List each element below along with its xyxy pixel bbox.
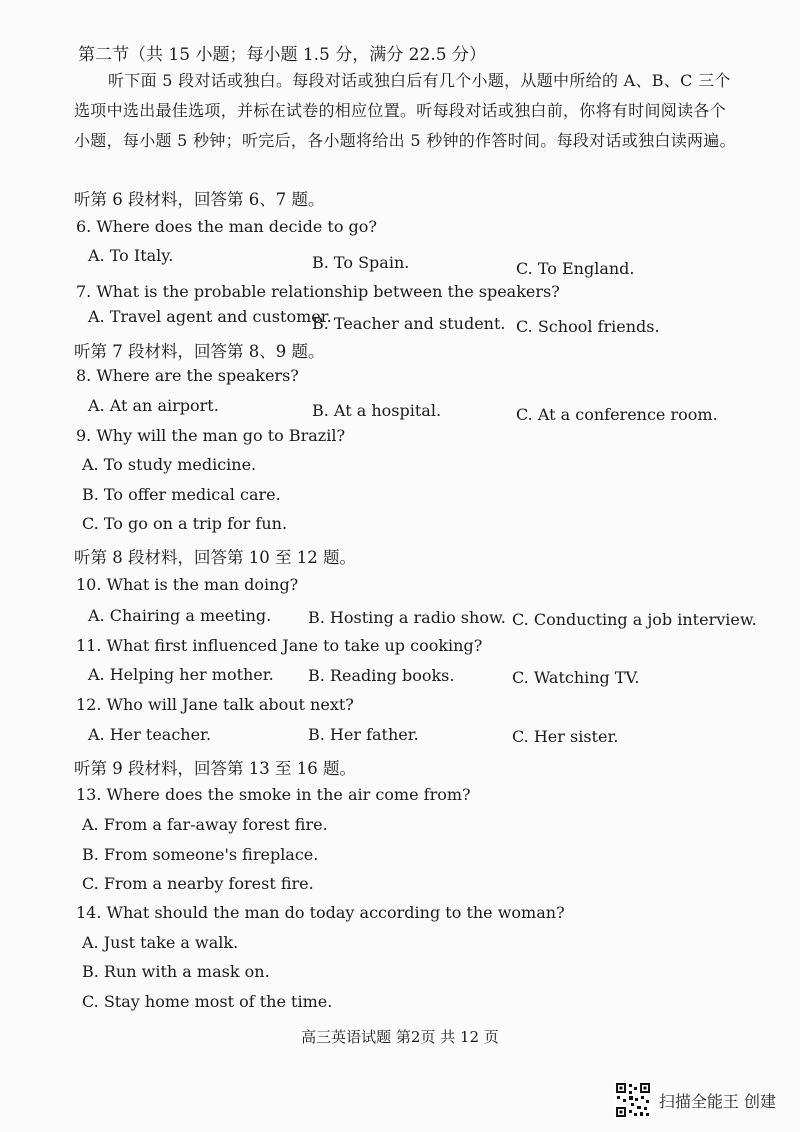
option-c: C. To England. xyxy=(516,259,635,278)
option-b: B. Teacher and student. xyxy=(312,314,506,333)
option-b: B. Reading books. xyxy=(308,666,455,685)
option-a: A. Just take a walk. xyxy=(82,933,239,952)
section-instructions: 听下面 5 段对话或独白。每段对话或独白后有几个小题，从题中所给的 A、B、C 三个选项中选出最佳选项，并标在试卷的相应位置。听每段对话或独白前，你将有时间阅读各个小题，每小题 5 秒钟；听完后，各小题将给出 5 秒钟的作答时间。每段对话或独白读两遍。 xyxy=(74,71,736,150)
option-a: A. At an airport. xyxy=(88,396,219,415)
option-c: C. At a conference room. xyxy=(516,405,718,424)
qr-code-icon xyxy=(615,1082,651,1118)
option-c: C. Her sister. xyxy=(512,727,619,746)
option-b: B. Hosting a radio show. xyxy=(308,608,506,627)
option-c: C. From a nearby forest fire. xyxy=(82,874,314,893)
option-b: B. Her father. xyxy=(308,725,419,744)
option-b: B. Run with a mask on. xyxy=(82,962,270,981)
option-a: A. Chairing a meeting. xyxy=(88,606,272,625)
question-stem: 10. What is the man doing? xyxy=(76,575,299,594)
option-c: C. Conducting a job interview. xyxy=(512,610,757,629)
option-a: A. Her teacher. xyxy=(88,725,212,744)
option-a: A. Travel agent and customer. xyxy=(88,307,332,326)
option-c: C. Watching TV. xyxy=(512,668,640,687)
group-header: 听第 7 段材料，回答第 8、9 题。 xyxy=(74,342,325,361)
option-c: C. School friends. xyxy=(516,317,660,336)
option-a: A. From a far-away forest fire. xyxy=(82,815,328,834)
question-stem: 11. What first influenced Jane to take up cooking? xyxy=(76,636,483,655)
option-b: B. To offer medical care. xyxy=(82,485,281,504)
question-stem: 6. Where does the man decide to go? xyxy=(76,217,377,236)
question-stem: 7. What is the probable relationship between the speakers? xyxy=(76,282,560,301)
option-a: A. To study medicine. xyxy=(82,455,257,474)
group-header: 听第 9 段材料，回答第 13 至 16 题。 xyxy=(74,759,356,778)
option-c: C. To go on a trip for fun. xyxy=(82,514,288,533)
option-a: A. To Italy. xyxy=(88,246,174,265)
group-header: 听第 8 段材料，回答第 10 至 12 题。 xyxy=(74,548,356,567)
scanner-watermark xyxy=(615,1082,776,1118)
group-header: 听第 6 段材料，回答第 6、7 题。 xyxy=(74,190,325,209)
question-stem: 8. Where are the speakers? xyxy=(76,366,299,385)
option-b: B. From someone's fireplace. xyxy=(82,845,319,864)
watermark-label: 扫描全能王 创建 xyxy=(658,1091,776,1111)
question-stem: 14. What should the man do today according to the woman? xyxy=(76,903,565,922)
question-stem: 13. Where does the smoke in the air come from? xyxy=(76,785,471,804)
section-title: 第二节（共 15 小题；每小题 1.5 分，满分 22.5 分） xyxy=(78,45,486,65)
question-stem: 12. Who will Jane talk about next? xyxy=(76,695,354,714)
question-stem: 9. Why will the man go to Brazil? xyxy=(76,426,346,445)
page-footer: 高三英语试题 第2页 共 12 页 xyxy=(301,1028,499,1046)
option-c: C. Stay home most of the time. xyxy=(82,992,333,1011)
option-a: A. Helping her mother. xyxy=(88,665,274,684)
option-b: B. At a hospital. xyxy=(312,401,442,420)
option-b: B. To Spain. xyxy=(312,253,410,272)
